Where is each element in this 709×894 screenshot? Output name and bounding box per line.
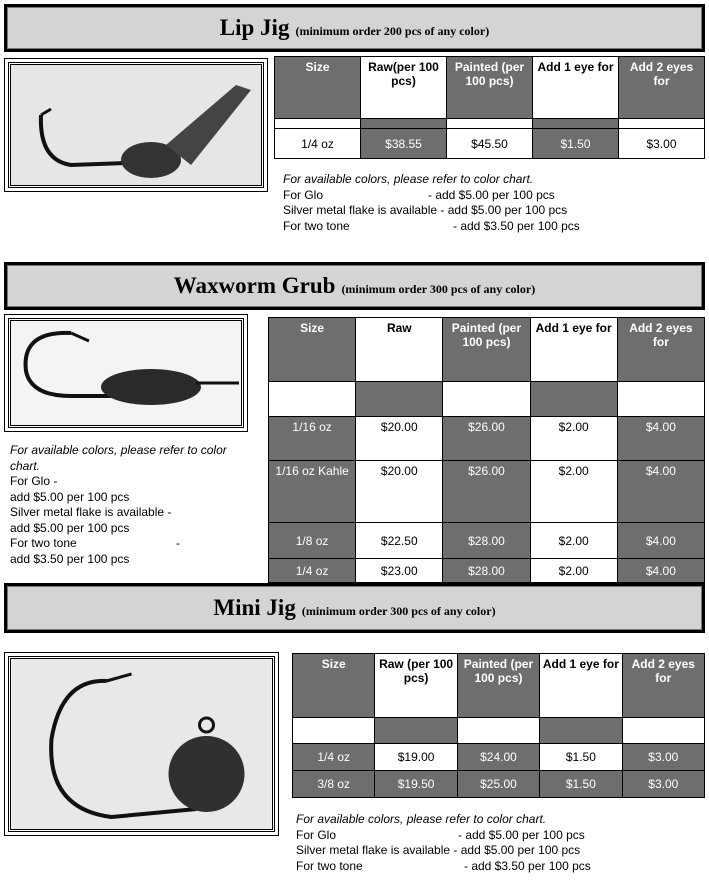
header-add-2-eyes: Add 2 eyes for [619,57,705,119]
header-painted: Painted (per 100 pcs) [447,57,533,119]
mini-jig-image [11,659,272,829]
mini-jig-price-table [292,653,705,798]
table-row: 1/8 oz $22.50 $28.00 $2.00 $4.00 [269,523,705,559]
table-row: 3/8 oz $19.50 $25.00 $1.50 $3.00 [293,771,705,798]
color-chart-note: For available colors, please refer to color chart. [296,812,547,826]
waxworm-grub-notes: For available colors, please refer to color chart. For Glo - add $5.00 per 100 pcs Silver metal flake is available - add $5.00 per 100 pcs For two tone - add $3.50 per 100 pcs [10,443,260,567]
table-row: 1/4 oz $38.55 $45.50 $1.50 $3.00 [275,129,705,159]
waxworm-grub-price-table [268,317,705,583]
header-painted: Painted (per 100 pcs) [457,654,539,718]
lip-jig-price-table [274,56,705,159]
table-row: 1/16 oz Kahle $20.00 $26.00 $2.00 $4.00 [269,461,705,523]
waxworm-grub-image [11,321,241,425]
header-raw: Raw(per 100 pcs) [361,57,447,119]
section-subtitle: (minimum order 300 pcs of any color) [341,281,536,296]
section-title: Lip Jig [219,15,290,40]
section-title: Mini Jig [213,595,296,620]
lip-jig-notes: For available colors, please refer to color chart. For Glo - add $5.00 per 100 pcs Silver metal flake is available - add $5.00 per 100 pcs For two tone - add $3.50 per 100 pcs [283,172,580,233]
table-row: 1/4 oz $19.00 $24.00 $1.50 $3.00 [293,744,705,771]
mini-jig-notes: For available colors, please refer to color chart. For Glo - add $5.00 per 100 pcs Silver metal flake is available - add $5.00 per 100 pcs For two tone - add $3.50 per 100 pcs [296,812,591,873]
header-add-2-eyes: Add 2 eyes for [622,654,704,718]
lip-jig-header [4,4,705,52]
section-title: Waxworm Grub [173,273,336,298]
mini-jig-photo [8,656,275,832]
waxworm-grub-header [4,262,705,310]
mini-jig-header [4,583,705,633]
color-chart-note: For available colors, please refer to color chart. [10,443,227,473]
header-add-1-eye: Add 1 eye for [540,654,622,718]
header-add-1-eye: Add 1 eye for [533,57,619,119]
header-painted: Painted (per 100 pcs) [443,318,530,382]
waxworm-grub-photo [8,318,244,428]
header-add-1-eye: Add 1 eye for [530,318,617,382]
header-raw: Raw [356,318,443,382]
lip-jig-image [11,65,261,185]
header-size: Size [275,57,361,119]
table-row: 1/16 oz $20.00 $26.00 $2.00 $4.00 [269,417,705,461]
lip-jig-photo [8,62,264,188]
section-subtitle: (minimum order 300 pcs of any color) [301,603,496,618]
header-size: Size [293,654,375,718]
table-row: 1/4 oz $23.00 $28.00 $2.00 $4.00 [269,559,705,583]
color-chart-note: For available colors, please refer to color chart. [283,172,534,186]
header-add-2-eyes: Add 2 eyes for [617,318,704,382]
header-size: Size [269,318,356,382]
section-subtitle: (minimum order 200 pcs of any color) [295,23,490,38]
header-raw: Raw (per 100 pcs) [375,654,457,718]
